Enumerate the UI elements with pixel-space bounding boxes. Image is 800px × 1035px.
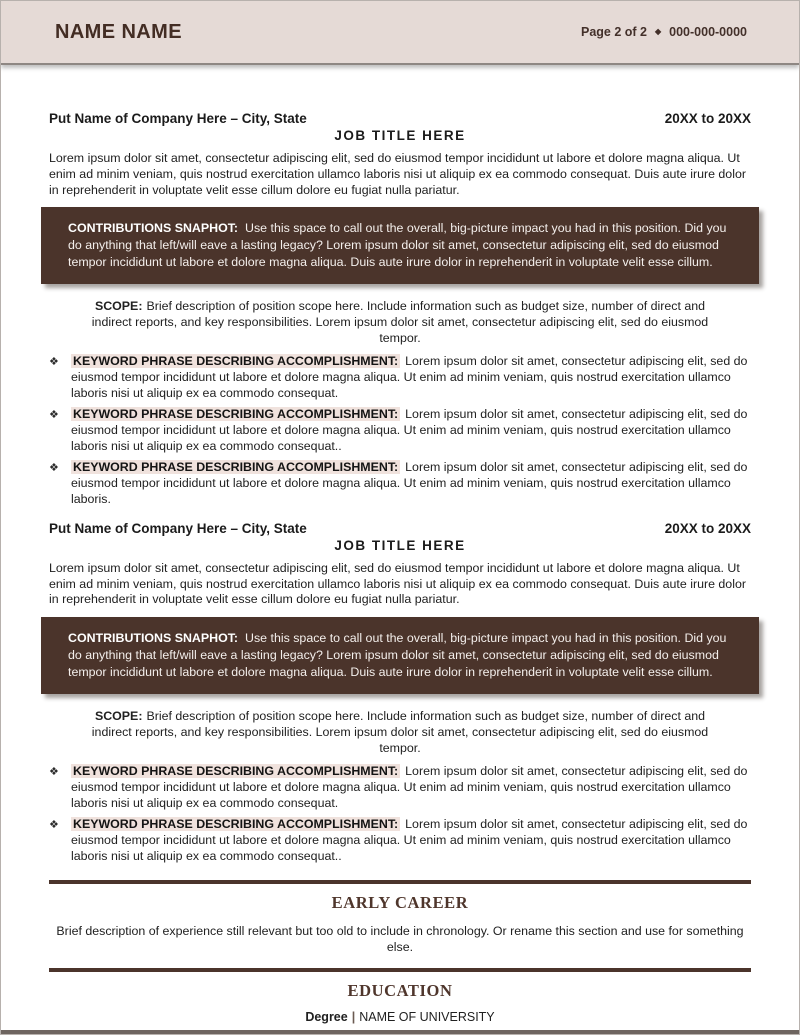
section-divider	[49, 880, 751, 884]
keyword-phrase: KEYWORD PHRASE DESCRIBING ACCOMPLISHMENT:	[73, 353, 399, 368]
scope-label: SCOPE:	[94, 708, 143, 723]
keyword-phrase: KEYWORD PHRASE DESCRIBING ACCOMPLISHMENT:	[73, 816, 399, 831]
employment-dates: 20XX to 20XX	[664, 520, 751, 536]
diamond-bullet-icon: ❖	[49, 355, 59, 368]
job-summary: Lorem ipsum dolor sit amet, consectetur adipiscing elit, sed do eiusmod tempor incididunt ut labore et dolore magna aliqua. Ut enim ad minim veniam, quis nostrud exercitation ullamco laboris nisi ut aliquip ex ea commodo consequat. Duis aute irure dolor in reprehenderit in voluptate velit esse cillum dolore eu fugiat nulla pariatur.	[49, 560, 746, 607]
keyword-phrase: KEYWORD PHRASE DESCRIBING ACCOMPLISHMENT:	[73, 406, 399, 421]
accomplishment-text: Lorem ipsum dolor sit amet, consectetur adipiscing elit, sed do eiusmod tempor incididunt ut labore et dolore magna aliqua. Ut enim ad minim veniam, quis nostrud exercitation ullamco laboris nisi ut aliquip ex ea commodo consequat.	[71, 353, 748, 400]
company-row	[49, 521, 751, 536]
keyword-phrase: KEYWORD PHRASE DESCRIBING ACCOMPLISHMENT:	[73, 763, 399, 778]
diamond-bullet-icon: ❖	[49, 765, 59, 778]
diamond-bullet-icon: ❖	[49, 408, 59, 421]
accomplishment-item	[49, 459, 751, 507]
accomplishment-item	[49, 763, 751, 811]
degree-line	[49, 1010, 751, 1024]
scope-paragraph	[79, 298, 721, 346]
job-title: JOB TITLE HERE	[334, 128, 466, 143]
header-meta	[581, 25, 747, 39]
snapshot-text: Use this space to call out the overall, big-picture impact you had in this position. Did you do anything that left/will eave a lasting legacy? Lorem ipsum dolor sit amet, consectetur adipiscing elit, sed do eiusmod tempor incididunt ut labore et dolore magna aliqua. Duis aute irure dolor in reprehenderit in voluptate velit esse cillum.	[68, 221, 727, 269]
degree-label: Degree	[305, 1009, 348, 1024]
diamond-bullet-icon: ❖	[49, 818, 59, 831]
section-divider	[49, 968, 751, 972]
early-career-text: Brief description of experience still relevant but too old to include in chronology. Or rename this section and use for something else.	[56, 923, 744, 954]
accomplishment-item	[49, 406, 751, 454]
accomplishment-text: Lorem ipsum dolor sit amet, consectetur adipiscing elit, sed do eiusmod tempor incididunt ut labore et dolore magna aliqua. Ut enim ad minim veniam, quis nostrud exercitation ullamco laboris nisi ut aliquip ex ea commodo consequat..	[71, 816, 748, 863]
job-title: JOB TITLE HERE	[334, 537, 466, 553]
scope-label: SCOPE:	[94, 298, 143, 313]
snapshot-label: CONTRIBUTIONS SNAPHOT:	[68, 221, 239, 236]
employment-dates: 20XX to 20XX	[664, 111, 751, 126]
education-heading: EDUCATION	[347, 980, 453, 1000]
pipe-divider: |	[351, 1009, 356, 1024]
diamond-icon: ◆	[654, 26, 662, 36]
job-summary: Lorem ipsum dolor sit amet, consectetur adipiscing elit, sed do eiusmod tempor incididunt ut labore et dolore magna aliqua. Ut enim ad minim veniam, quis nostrud exercitation ullamco laboris nisi ut aliquip ex ea commodo consequat. Duis aute irure dolor in reprehenderit in voluptate velit esse cillum dolore eu fugiat nulla pariatur.	[49, 151, 746, 197]
scope-text: Brief description of position scope here. Include information such as budget size, number of direct and indirect reports, and key responsibilities. Lorem ipsum dolor sit amet, consectetur adipiscing elit, sed do eiusmod tempor.	[91, 708, 709, 755]
contributions-snapshot-box	[41, 207, 759, 283]
page-number: Page 2 of 2	[580, 25, 647, 39]
university-name: NAME OF UNIVERSITY	[359, 1009, 495, 1024]
page-header	[1, 1, 799, 65]
contributions-snapshot-box	[41, 617, 759, 693]
early-career-heading: EARLY CAREER	[331, 892, 469, 912]
page-content	[1, 111, 799, 1024]
page-bottom-bar	[1, 1030, 799, 1034]
accomplishment-item	[49, 816, 751, 864]
accomplishment-text: Lorem ipsum dolor sit amet, consectetur adipiscing elit, sed do eiusmod tempor incididunt ut labore et dolore magna aliqua. Ut enim ad minim veniam, quis nostrud exercitation ullamco laboris nisi ut aliquip ex ea commodo consequat.	[71, 763, 748, 810]
scope-text: Brief description of position scope here. Include information such as budget size, number of direct and indirect reports, and key responsibilities. Lorem ipsum dolor sit amet, consectetur adipiscing elit, sed do eiusmod tempor.	[91, 298, 709, 345]
diamond-bullet-icon: ❖	[49, 461, 59, 474]
company-row	[49, 111, 751, 126]
company-name: Put Name of Company Here – City, State	[49, 520, 307, 536]
accomplishment-list	[49, 763, 751, 864]
phone-number: 000-000-0000	[669, 25, 747, 39]
snapshot-label: CONTRIBUTIONS SNAPHOT:	[68, 631, 239, 646]
accomplishment-item	[49, 353, 751, 401]
accomplishment-list	[49, 353, 751, 507]
accomplishment-text: Lorem ipsum dolor sit amet, consectetur adipiscing elit, sed do eiusmod tempor incididunt ut labore et dolore magna aliqua. Ut enim ad minim veniam, quis nostrud exercitation ullamco laboris.	[71, 459, 748, 506]
candidate-name: NAME NAME	[55, 20, 182, 43]
scope-paragraph	[79, 708, 721, 756]
company-name: Put Name of Company Here – City, State	[49, 111, 307, 126]
keyword-phrase: KEYWORD PHRASE DESCRIBING ACCOMPLISHMENT:	[73, 459, 399, 474]
snapshot-text: Use this space to call out the overall, big-picture impact you had in this position. Did you do anything that left/will eave a lasting legacy? Lorem ipsum dolor sit amet, consectetur adipiscing elit, sed do eiusmod tempor incididunt ut labore et dolore magna aliqua. Duis aute irure dolor in reprehenderit in voluptate velit esse cillum.	[68, 631, 727, 679]
accomplishment-text: Lorem ipsum dolor sit amet, consectetur adipiscing elit, sed do eiusmod tempor incididunt ut labore et dolore magna aliqua. Ut enim ad minim veniam, quis nostrud exercitation ullamco laboris nisi ut aliquip ex ea commodo consequat..	[71, 406, 748, 453]
